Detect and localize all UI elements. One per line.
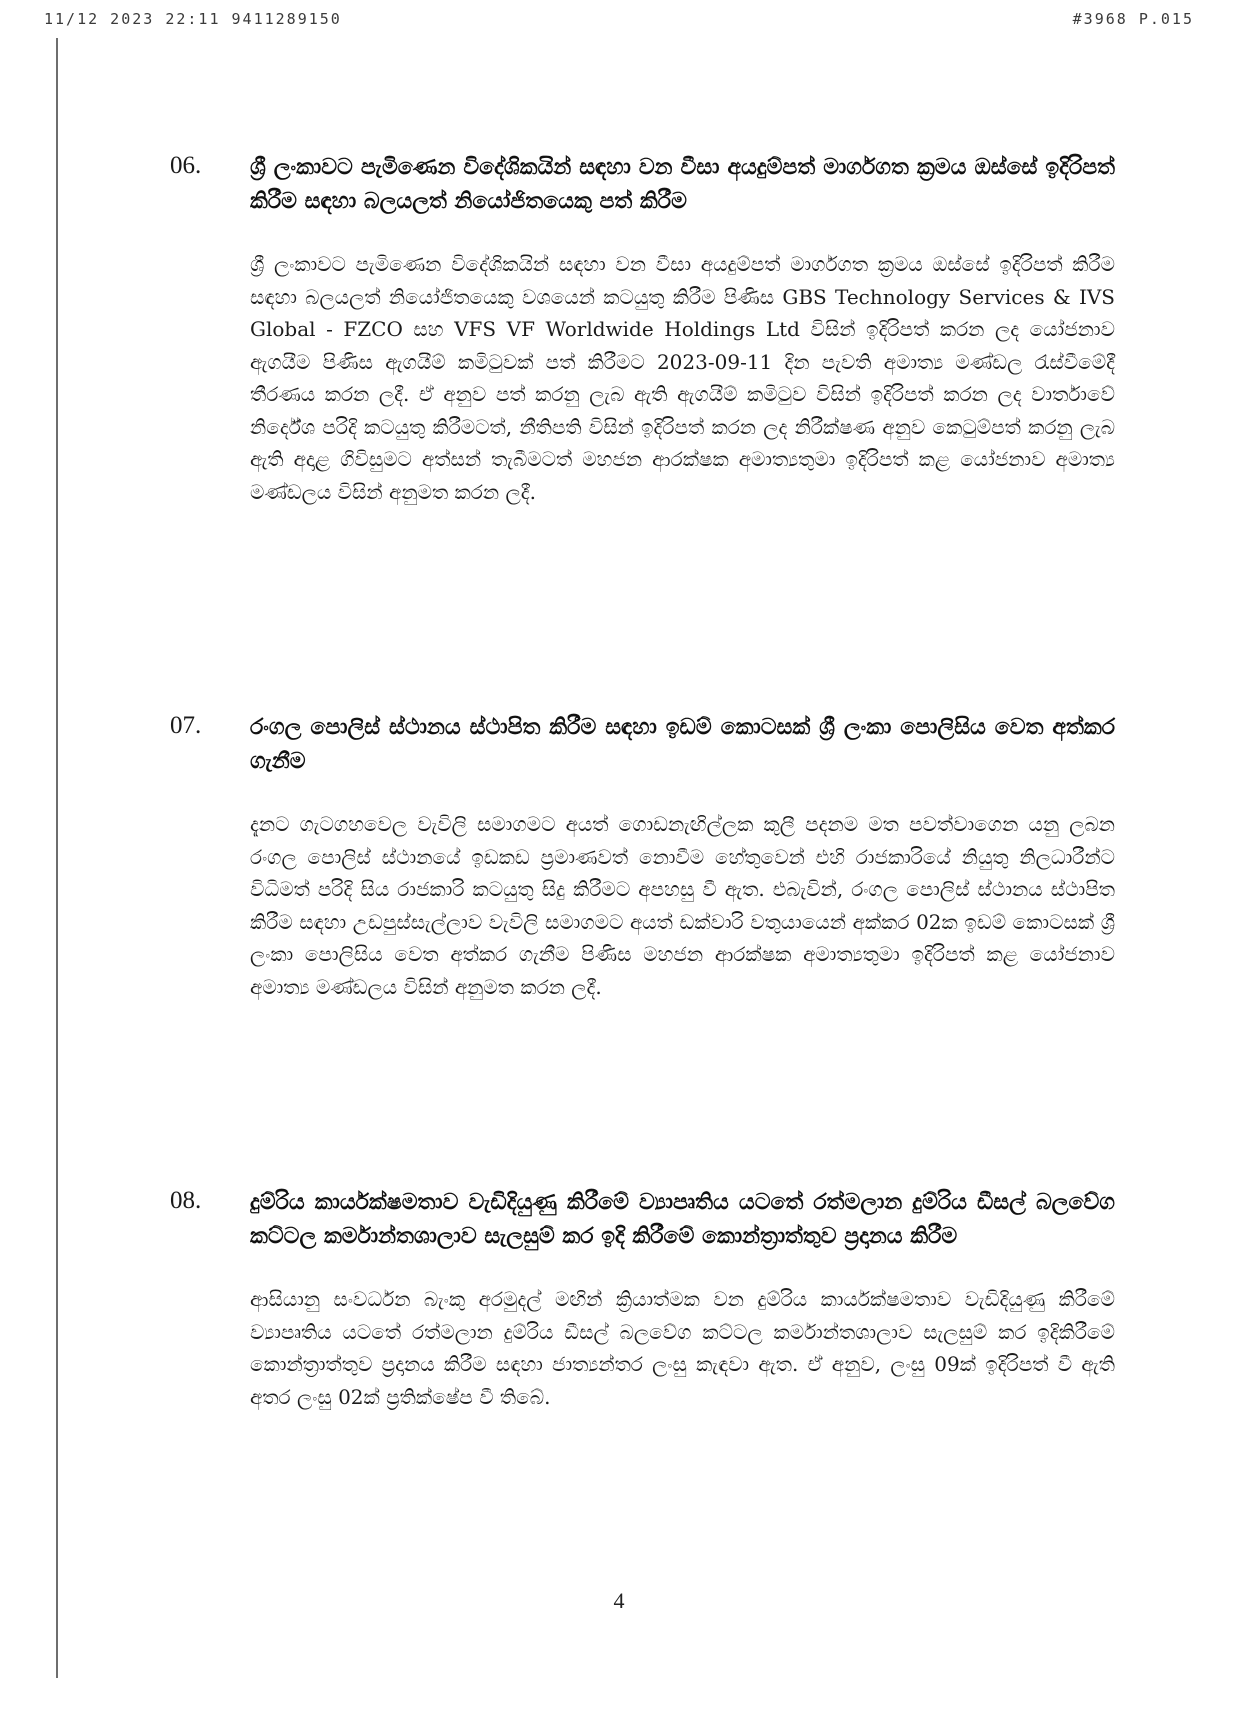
section-body: ආසියානු සංවර්ධන බැංකු අරමුදල් මඟින් ක්‍රියාත්මක වන දුම්රිය කාර්යක්ෂමතාව වැඩිදියුණු කිරීමේ ව්‍යාපෘතිය යටතේ රත්මලාන දුම්රිය ඩීසල් බලවේග කට්ටල කර්මාන්තශාලාව සැලසුම් කර ඉදිකිරීමේ කොන්ත්‍රාත්තුව ප්‍රදානය කිරීම සඳහා ජාත්‍යන්තර ලංසු කැඳවා ඇත. ඒ අනුව, ලංසු 09ක් ඉදිරිපත් වී ඇති අතර ලංසු 02ක් ප්‍රතික්ෂේප වී තිබේ. xyxy=(250,1287,1115,1409)
section-body: දැනට ගැටගහවෙල වැවිලි සමාගමට අයත් ගොඩනැඟිල්ලක කුලී පදනම මත පවත්වාගෙන යනු ලබන රංගල පොලිස් ස්ථානයේ ඉඩකඩ ප්‍රමාණවත් නොවීම හේතුවෙන් එහි රාජකාරියේ නියුතු නිලධාරීන්ට විධිමත් පරිදි සිය රාජකාරි කටයුතු සිදු කිරීමට අපහසු වී ඇත. එබැවින්, රංගල පොලිස් ස්ථානය ස්ථාපිත කිරීම සඳහා උඩපුස්සැල්ලාව වැවිලි සමාගමට අයත් ඩක්වාරි වතුයායෙන් අක්කර 02ක ඉඩම් කොටසක් ශ්‍රී ලංකා පොලිසිය වෙත අත්කර ගැනීම පිණිස මහජන ආරක්ෂක අමාත්‍යතුමා ඉදිරිපත් කළ යෝජනාව අමාත්‍ය මණ්ඩලය විසින් අනුමත කරන ලදී. xyxy=(250,812,1115,999)
page-number: 4 xyxy=(613,1588,625,1613)
section-body: ශ්‍රී ලංකාවට පැමිණෙන විදේශිකයින් සඳහා වන වීසා අයදුම්පත් මාර්ගගත ක්‍රමය ඔස්සේ ඉදිරිපත් කිරීම සඳහා බලයලත් නියෝජිතයෙකු වශයෙන් කටයුතු කිරීම පිණිස GBS Technology Services & IVS Global - FZCO සහ VFS VF Worldwide Holdings Ltd විසින් ඉදිරිපත් කරන ලද යෝජනාව ඇගයීම පිණිස ඇගයීම් කමිටුවක් පත් කිරීමට 2023-09-11 දින පැවති අමාත්‍ය මණ්ඩල රැස්වීමේදී තීරණය කරන ලදී. ඒ අනුව පත් කරනු ලැබ ඇති ඇගයීම් කමිටුව විසින් ඉදිරිපත් කරන ලද වාර්තාවේ නිර්දේශ පරිදි කටයුතු කිරීමටත්, නීතිපති විසින් ඉදිරිපත් කරන ලද නිරීක්ෂණ අනුව කෙටුම්පත් කරනු ලැබ ඇති අදාළ ගිවිසුමට අත්සන් තැබීමටත් මහජන ආරක්ෂක අමාත්‍යතුමා ඉදිරිපත් කළ යෝජනාව අමාත්‍ය මණ්ඩලය විසින් අනුමත කරන ලදී. xyxy=(250,252,1115,504)
section-title: රංගල පොලිස් ස්ථානය ස්ථාපිත කිරීම සඳහා ඉඩම් කොටසක් ශ්‍රී ලංකා පොලිසිය වෙත අත්කර ගැනීම xyxy=(250,714,1115,774)
section-number: 07. xyxy=(170,712,202,739)
section-number: 08. xyxy=(170,1187,202,1214)
section-07 xyxy=(170,710,1115,1003)
section-08 xyxy=(170,1185,1115,1413)
fax-timestamp: 11/12 2023 22:11 9411289150 xyxy=(44,10,342,28)
fax-header xyxy=(44,10,1194,32)
section-title: දුම්රිය කාර්යක්ෂමතාව වැඩිදියුණු කිරීමේ ව්‍යාපෘතිය යටතේ රත්මලාන දුම්රිය ඩීසල් බලවේග කට්ටල කර්මාන්තශාලාව සැලසුම් කර ඉදි කිරීමේ කොන්ත්‍රාත්තුව ප්‍රදානය කිරීම xyxy=(250,1189,1115,1249)
section-06 xyxy=(170,150,1115,508)
section-number: 06. xyxy=(170,152,202,179)
section-title: ශ්‍රී ලංකාවට පැමිණෙන විදේශිකයින් සඳහා වන වීසා අයදුම්පත් මාර්ගගත ක්‍රමය ඔස්සේ ඉදිරිපත් කිරීම සඳහා බලයලත් නියෝජිතයෙකු පත් කිරීම xyxy=(250,154,1115,214)
scan-edge-line xyxy=(56,38,58,1678)
fax-page-ref: #3968 P.015 xyxy=(1072,10,1194,28)
